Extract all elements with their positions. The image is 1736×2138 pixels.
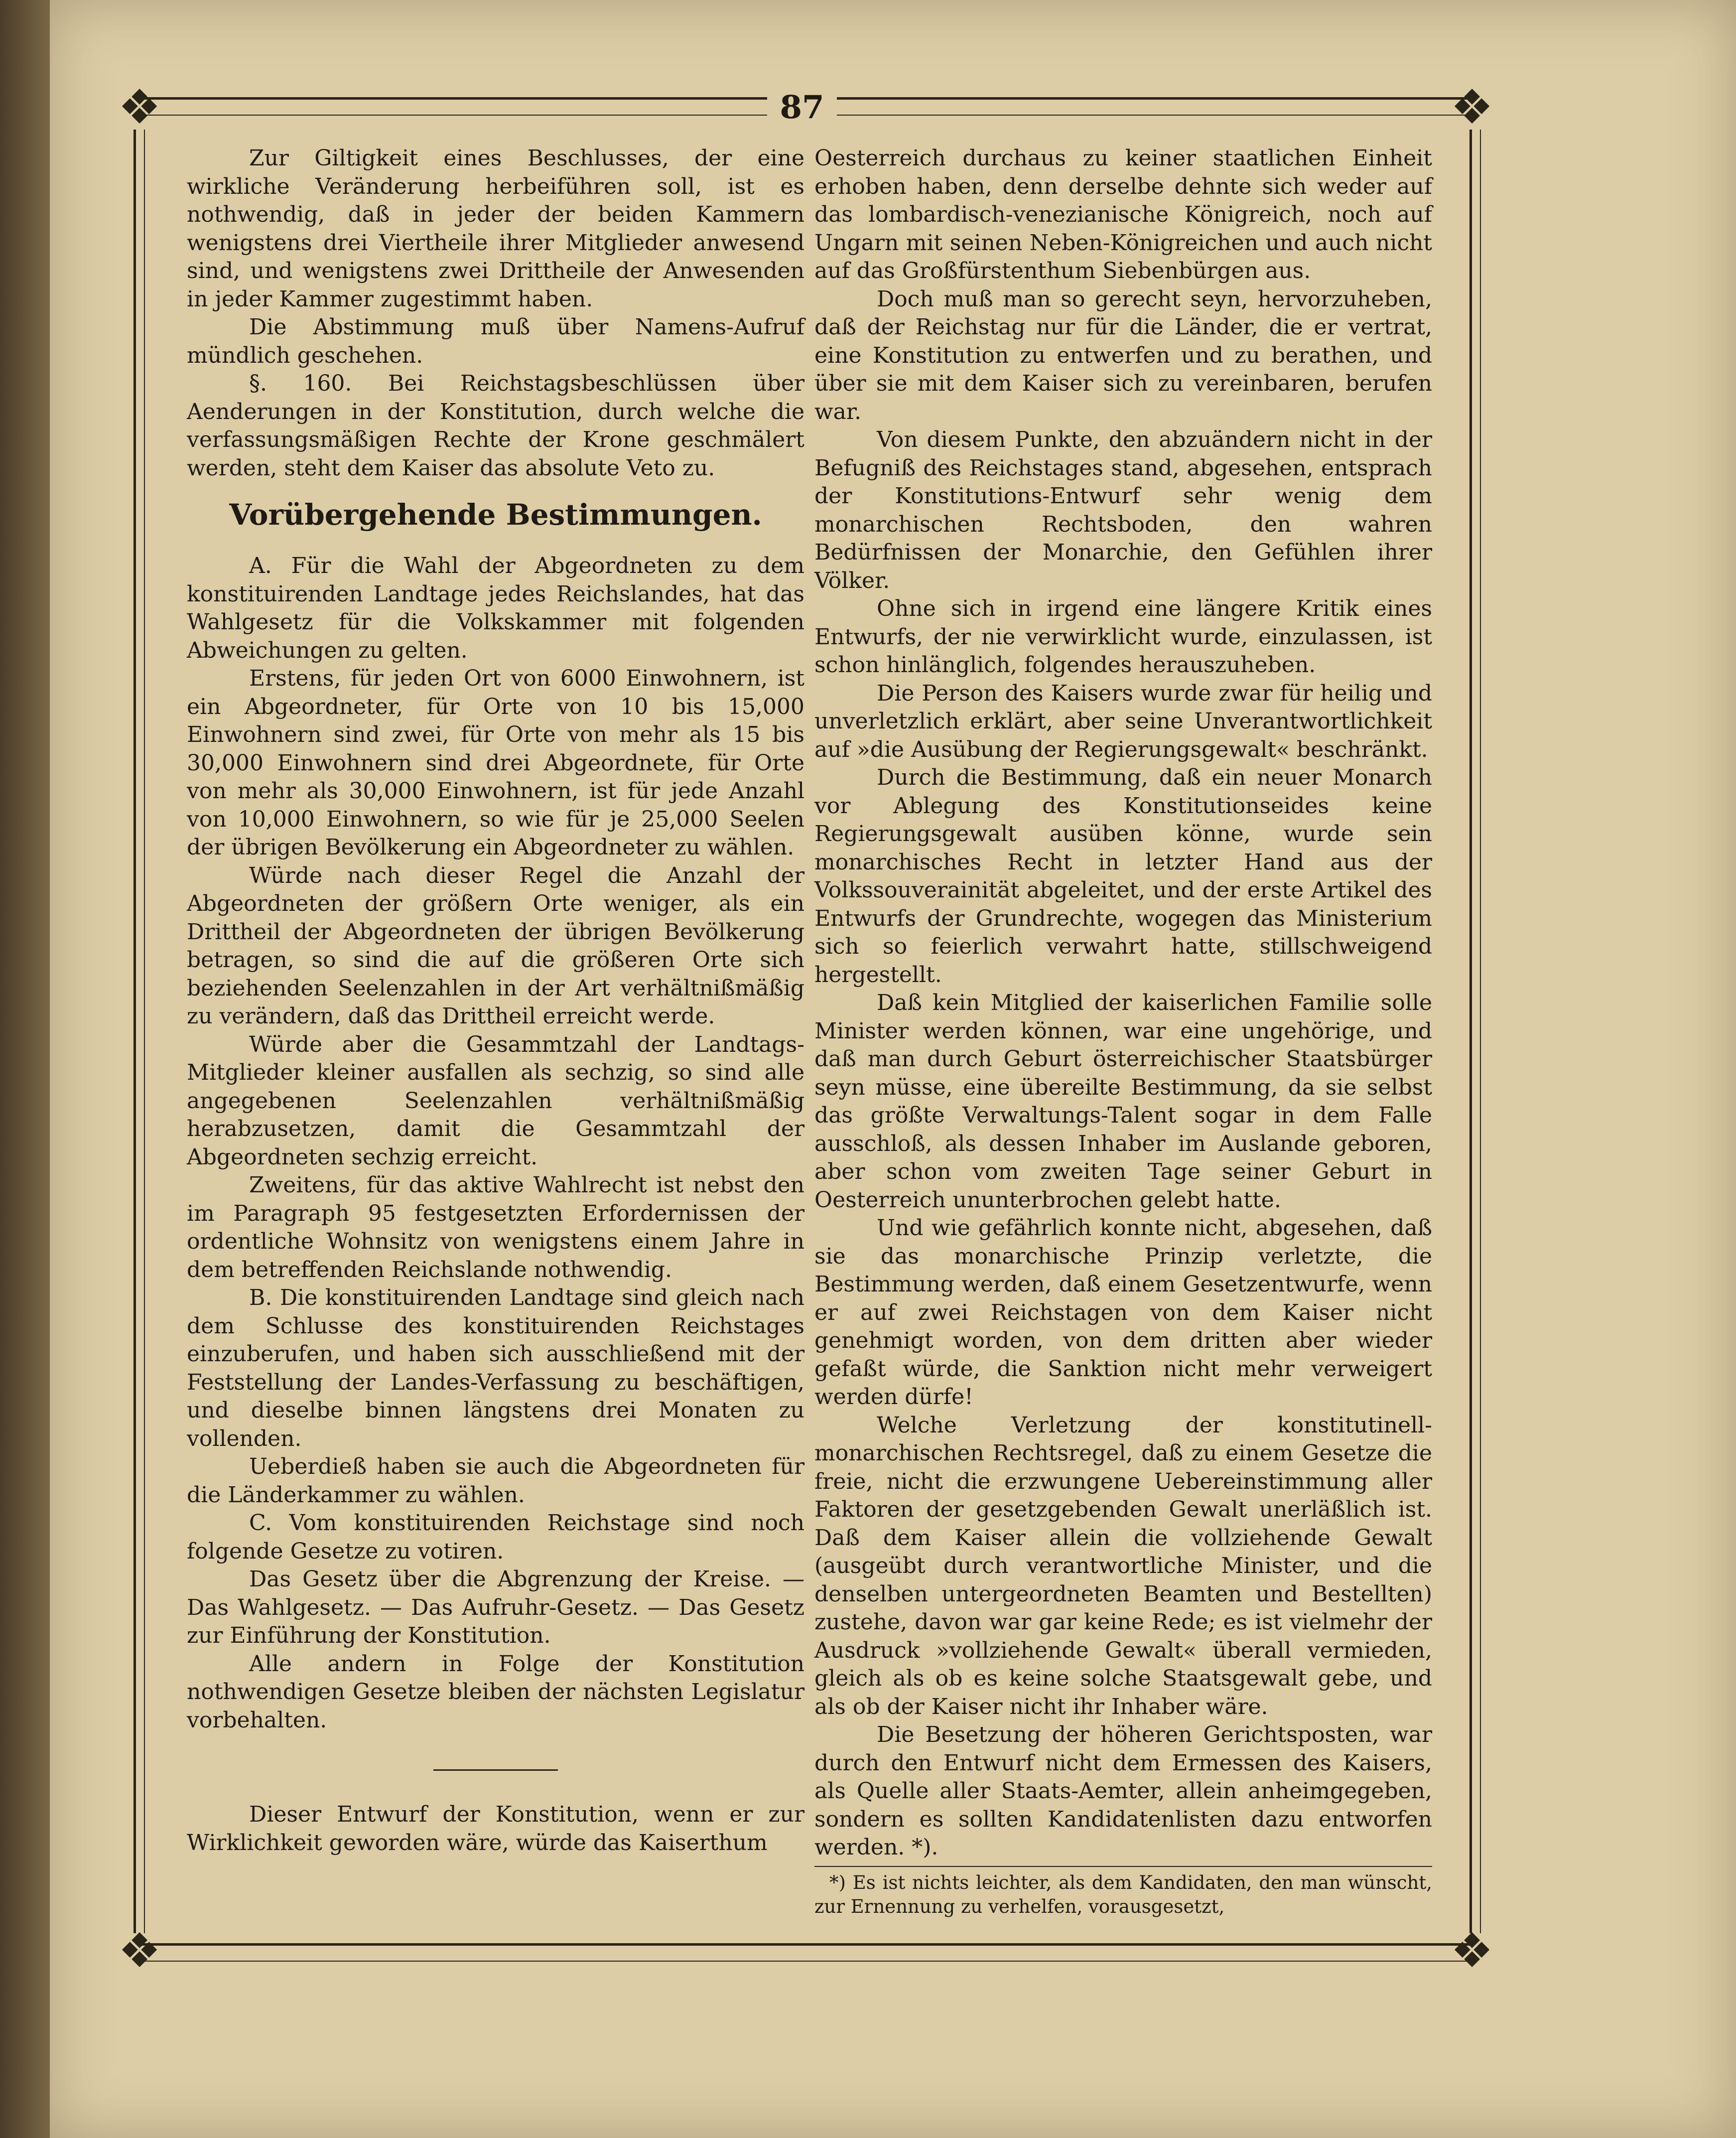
paragraph: C. Vom konstituirenden Reichstage sind noch folgende Gesetze zu votiren.: [187, 1510, 804, 1564]
paragraph: §. 160. Bei Reichstagsbeschlüssen über Aenderungen in der Konstitution, durch welche die verfassungsmäßigen Rechte der Krone geschmälert werden, steht dem Kaiser das absolute Veto zu.: [187, 371, 804, 481]
paragraph: Erstens, für jeden Ort von 6000 Einwohnern, ist ein Abgeordneter, für Orte von 10 bis 15,000 Einwohnern sind zwei, für Orte von mehr als 15 bis 30,000 Einwohnern sind drei Abgeordnete, für Orte von mehr als 30,000 Einwohnern, ist für jede Anzahl von 10,000 Einwohnern, so wie für je 25,000 Seelen der übrigen Bevölkerung ein Abgeordneter zu wählen.: [187, 666, 804, 860]
paragraph: Alle andern in Folge der Konstitution nothwendigen Gesetze bleiben der nächsten Legislatur vorbehalten.: [187, 1651, 804, 1733]
corner-ornament-icon: ❖: [1450, 1923, 1494, 1979]
corner-ornament-icon: ❖: [1450, 79, 1494, 135]
paragraph: Die Person des Kaisers wurde zwar für heilig und unverletzlich erklärt, aber seine Unverantwortlichkeit auf »die Ausübung der Regierungsgewalt« beschränkt.: [814, 680, 1432, 762]
page-number: 87: [767, 89, 837, 126]
paragraph: Die Besetzung der höheren Gerichtsposten, war durch den Entwurf nicht dem Ermessen des Kaisers, als Quelle aller Staats-Aemter, allein anheimgegeben, sondern es sollten Kandidatenlisten dazu entworfen werden. *).: [814, 1722, 1432, 1860]
paragraph: Daß kein Mitglied der kaiserlichen Familie solle Minister werden können, war eine ungehörige, und daß man durch Geburt österreichischer Staatsbürger seyn müsse, eine übereilte Bestimmung, da sie selbst das größte Verwaltungs-Talent sogar in dem Falle ausschloß, als dessen Inhaber im Auslande geboren, aber schon vom zweiten Tage seiner Geburt in Oesterreich ununterbrochen gelebt hatte.: [814, 990, 1432, 1213]
left-column: [187, 144, 804, 1857]
paragraph: Dieser Entwurf der Konstitution, wenn er zur Wirklichkeit geworden wäre, würde das Kaiserthum: [187, 1802, 804, 1855]
paragraph: Durch die Bestimmung, daß ein neuer Monarch vor Ablegung des Konstitutionseides keine Regierungsgewalt ausüben könne, wurde sein monarchisches Recht in letzter Hand aus der Volkssouverainität abgeleitet, und der erste Artikel des Entwurfs der Grundrechte, wogegen das Ministerium sich so feierlich verwahrt hatte, stillschweigend hergestellt.: [814, 765, 1432, 988]
paragraph: Würde aber die Gesammtzahl der Landtags-Mitglieder kleiner ausfallen als sechzig, so sind alle angegebenen Seelenzahlen verhältnißmäßig herabzusetzen, damit die Gesammtzahl der Abgeordneten sechzig erreicht.: [187, 1031, 804, 1170]
corner-ornament-icon: ❖: [118, 1923, 161, 1979]
paragraph: Zweitens, für das aktive Wahlrecht ist nebst den im Paragraph 95 festgesetzten Erfordernissen der ordentliche Wohnsitz von wenigstens einem Jahre in dem betreffenden Reichslande nothwendig.: [187, 1172, 804, 1283]
paragraph: Welche Verletzung der konstitutinell-monarchischen Rechtsregel, daß zu einem Gesetze die freie, nicht die erzwungene Uebereinstimmung aller Faktoren der gesetzgebenden Gewalt unerläßlich ist. Daß dem Kaiser allein die vollziehende Gewalt (ausgeübt durch verantwortliche Minister, und die denselben untergeordneten Beamten und Bestellten) zustehe, davon war gar keine Rede; es ist vielmehr der Ausdruck »vollziehende Gewalt« überall vermieden, gleich als ob es keine solche Staatsgewalt gebe, und als ob der Kaiser nicht ihr Inhaber wäre.: [814, 1412, 1432, 1719]
frame-right-rule: [1469, 130, 1481, 1933]
paragraph: Oesterreich durchaus zu keiner staatlichen Einheit erhoben haben, denn derselbe dehnte sich weder auf das lombardisch-venezianische Königreich, noch auf Ungarn mit seinen Neben-Königreichen und auch nicht auf das Großfürstenthum Siebenbürgen aus.: [814, 145, 1432, 284]
paragraph: Würde nach dieser Regel die Anzahl der Abgeordneten der größern Orte weniger, als ein Drittheil der Abgeordneten der übrigen Bevölkerung betragen, so sind die auf die größeren Orte sich beziehenden Seelenzahlen in der Art verhältnißmäßig zu verändern, daß das Drittheil erreicht werde.: [187, 862, 804, 1029]
section-divider: [433, 1769, 558, 1771]
paragraph: B. Die konstituirenden Landtage sind gleich nach dem Schlusse des konstituirenden Reichstages einzuberufen, und haben sich ausschließend mit der Feststellung der Landes-Verfassung zu beschäftigen, und dieselbe binnen längstens drei Monaten zu vollenden.: [187, 1285, 804, 1451]
paragraph: Zur Giltigkeit eines Beschlusses, der eine wirkliche Veränderung herbeiführen soll, ist es nothwendig, daß in jeder der beiden Kammern wenigstens drei Viertheile ihrer Mitglieder anwesend sind, und wenigstens zwei Drittheile der Anwesenden in jeder Kammer zugestimmt haben.: [187, 145, 804, 312]
paragraph: Ohne sich in irgend eine längere Kritik eines Entwurfs, der nie verwirklicht wurde, einzulassen, ist schon hinlänglich, folgendes herauszuheben.: [814, 596, 1432, 678]
paragraph: Die Abstimmung muß über Namens-Aufruf mündlich geschehen.: [187, 314, 804, 368]
paragraph: Von diesem Punkte, den abzuändern nicht in der Befugniß des Reichstages stand, abgesehen, entsprach der Konstitutions-Entwurf sehr wenig dem monarchischen Rechtsboden, den wahren Bedürfnissen der Monarchie, den Gefühlen ihrer Völker.: [814, 427, 1432, 593]
corner-ornament-icon: ❖: [118, 79, 161, 135]
section-heading: Vorübergehende Bestimmungen.: [229, 498, 762, 532]
footnote: *) Es ist nichts leichter, als dem Kandidaten, den man wünscht, zur Ernennung zu verhelfen, vorausgesetzt,: [814, 1866, 1432, 1919]
frame-bottom-rule: [139, 1943, 1474, 1962]
frame-left-rule: [134, 130, 145, 1933]
paragraph: A. Für die Wahl der Abgeordneten zu dem konstituirenden Landtage jedes Reichslandes, hat das Wahlgesetz für die Volkskammer mit folgenden Abweichungen zu gelten.: [187, 553, 804, 663]
paragraph: Das Gesetz über die Abgrenzung der Kreise. — Das Wahlgesetz. — Das Aufruhr-Gesetz. — Das Gesetz zur Einführung der Konstitution.: [187, 1567, 804, 1648]
right-column: [814, 144, 1432, 1919]
book-gutter: [0, 0, 50, 2138]
paragraph: Und wie gefährlich konnte nicht, abgesehen, daß sie das monarchische Prinzip verletzte, die Bestimmung werden, daß einem Gesetzentwurfe, wenn er auf zwei Reichstagen von dem Kaiser nicht genehmigt worden, von dem dritten aber wieder gefaßt würde, die Sanktion nicht mehr verweigert werden dürfe!: [814, 1215, 1432, 1410]
paragraph: Doch muß man so gerecht seyn, hervorzuheben, daß der Reichstag nur für die Länder, die er vertrat, eine Konstitution zu entwerfen und zu berathen, und über sie mit dem Kaiser sich zu vereinbaren, berufen war.: [814, 286, 1432, 425]
paragraph: Ueberdieß haben sie auch die Abgeordneten für die Länderkammer zu wählen.: [187, 1454, 804, 1508]
